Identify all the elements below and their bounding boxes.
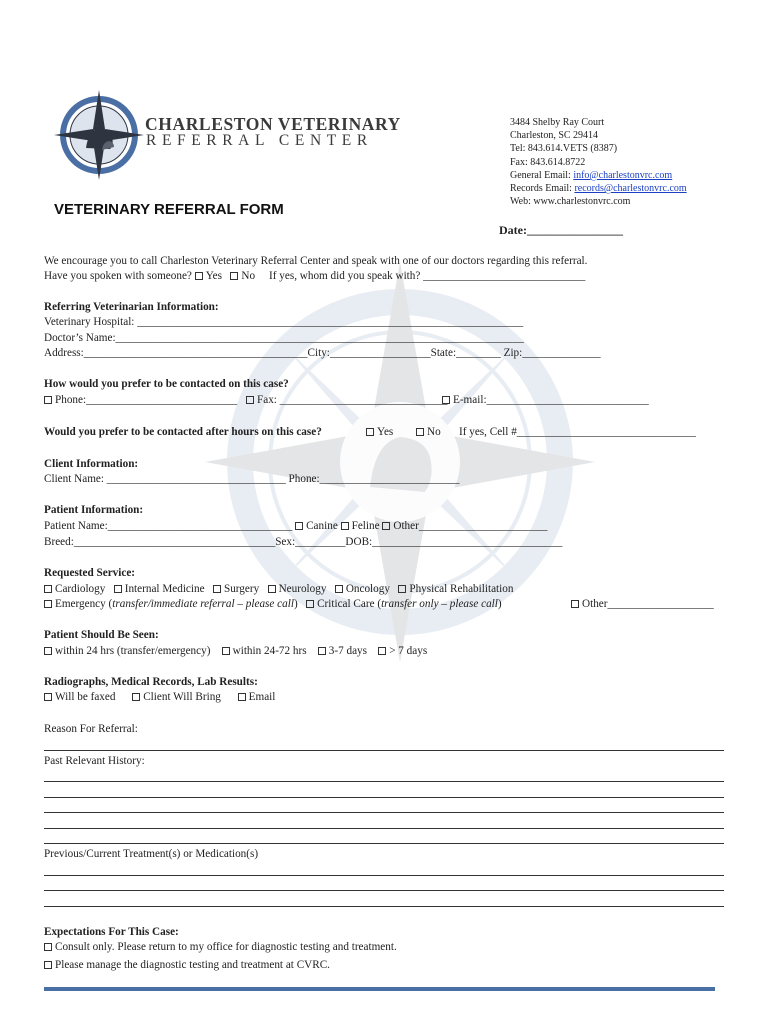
emergency-note: transfer/immediate referral – please call	[112, 598, 294, 610]
neurology-checkbox[interactable]	[268, 585, 276, 593]
after-hours-no[interactable]	[416, 426, 441, 438]
records-email-checkbox[interactable]	[238, 693, 246, 701]
city-line: Charleston, SC 29414	[510, 130, 599, 142]
oncology-label: Oncology	[345, 583, 390, 595]
fax-field[interactable]: Fax: ______________________________	[257, 394, 448, 406]
breed-sex-dob-field[interactable]: Breed:____________________________________Sex:_________DOB:__________________________________	[44, 536, 563, 548]
history-line[interactable]	[44, 843, 724, 844]
spoken-no-checkbox[interactable]	[230, 272, 238, 280]
after-hours-cell-field[interactable]: If yes, Cell #________________________________	[459, 426, 696, 438]
tel-line: Tel: 843.614.VETS (8387)	[510, 143, 618, 155]
emergency-label: Emergency (	[55, 598, 113, 610]
history-line[interactable]	[44, 828, 724, 829]
other-species-field[interactable]: Other_______________________	[393, 520, 548, 532]
seen-24hrs-label: within 24 hrs (transfer/emergency)	[55, 645, 211, 657]
after-hours-question: Would you prefer to be contacted after hours on this case?	[44, 426, 322, 438]
general-email-label: General Email:	[510, 169, 574, 181]
spoken-question	[44, 270, 585, 282]
canine-label: Canine	[306, 520, 338, 532]
records-row	[44, 691, 275, 703]
after-no-checkbox[interactable]	[416, 428, 424, 436]
will-be-faxed-checkbox[interactable]	[44, 693, 52, 701]
email-checkbox[interactable]	[442, 396, 450, 404]
seen-24-72hrs-label: within 24-72 hrs	[232, 645, 307, 657]
treatment-line[interactable]	[44, 906, 724, 907]
oncology-checkbox[interactable]	[335, 585, 343, 593]
address-line: 3484 Shelby Ray Court	[510, 117, 605, 128]
general-email-link[interactable]: info@charlestonvrc.com	[573, 169, 673, 181]
general-email-line	[510, 169, 687, 182]
seen-7plus-checkbox[interactable]	[378, 647, 386, 655]
history-label: Past Relevant History:	[44, 755, 145, 767]
reason-label: Reason For Referral:	[44, 723, 138, 735]
canine-checkbox[interactable]	[295, 522, 303, 530]
brand-name-line1: CHARLESTON VETERINARY	[145, 114, 401, 134]
email-field[interactable]: E-mail:_____________________________	[453, 394, 649, 406]
service-other-field[interactable]: Other___________________	[582, 598, 714, 610]
after-yes-label: Yes	[377, 426, 394, 438]
after-hours-yes[interactable]	[366, 426, 393, 438]
history-line[interactable]	[44, 797, 724, 798]
service-other[interactable]	[571, 598, 714, 610]
patient-name-row	[44, 520, 548, 532]
surgery-checkbox[interactable]	[213, 585, 221, 593]
seen-7plus-label: > 7 days	[389, 645, 428, 657]
after-no-label: No	[427, 426, 441, 438]
spoken-whom-field[interactable]: If yes, whom did you speak with? _____________________________	[269, 270, 586, 282]
treatment-label: Previous/Current Treatment(s) or Medication(s)	[44, 848, 259, 860]
patient-name-field[interactable]: Patient Name:_________________________________	[44, 520, 293, 532]
spoken-yes-checkbox[interactable]	[195, 272, 203, 280]
service-heading: Requested Service:	[44, 567, 136, 579]
internal-medicine-label: Internal Medicine	[124, 583, 205, 595]
cardiology-checkbox[interactable]	[44, 585, 52, 593]
service-other-checkbox[interactable]	[571, 600, 579, 608]
physical-rehab-label: Physical Rehabilitation	[409, 583, 514, 595]
feline-checkbox[interactable]	[341, 522, 349, 530]
spoken-yes-label: Yes	[205, 270, 222, 282]
records-email-link[interactable]: records@charlestonvrc.com	[574, 183, 687, 195]
records-email-label: Records Email:	[510, 183, 575, 195]
client-will-bring-checkbox[interactable]	[132, 693, 140, 701]
intro-text: We encourage you to call Charleston Veterinary Referral Center and speak with one of our doctors regarding this referral.	[44, 255, 588, 267]
feline-label: Feline	[351, 520, 380, 532]
contact-block	[510, 116, 687, 208]
history-line[interactable]	[44, 781, 724, 782]
patient-heading: Patient Information:	[44, 504, 144, 516]
emergency-close: )	[293, 598, 298, 610]
records-email-label: Email	[248, 691, 276, 703]
spoken-no-label: No	[241, 270, 256, 282]
contact-fax-option[interactable]	[246, 394, 448, 406]
cvrc-logo-icon	[54, 90, 144, 180]
vet-hospital-field[interactable]: Veterinary Hospital: _____________________________________________________________________	[44, 316, 524, 328]
critical-care-note: transfer only – please call	[381, 598, 498, 610]
date-field[interactable]: Date:________________	[499, 223, 623, 237]
history-line[interactable]	[44, 812, 724, 813]
consult-only-checkbox[interactable]	[44, 943, 52, 951]
consult-only-label: Consult only. Please return to my office for diagnostic testing and treatment.	[55, 941, 397, 953]
treatment-line[interactable]	[44, 890, 724, 891]
phone-checkbox[interactable]	[44, 396, 52, 404]
after-yes-checkbox[interactable]	[366, 428, 374, 436]
critical-care-checkbox[interactable]	[306, 600, 314, 608]
client-will-bring-label: Client Will Bring	[143, 691, 221, 703]
phone-field[interactable]: Phone:___________________________	[55, 394, 238, 406]
fax-checkbox[interactable]	[246, 396, 254, 404]
critical-care-close: )	[497, 598, 502, 610]
cardiology-label: Cardiology	[55, 583, 106, 595]
fax-line: Fax: 843.614.8722	[510, 156, 586, 168]
reason-line[interactable]	[44, 750, 724, 751]
seen-row	[44, 645, 427, 657]
critical-care-label: Critical Care (	[317, 598, 382, 610]
seen-24hrs-checkbox[interactable]	[44, 647, 52, 655]
records-email-line	[510, 182, 687, 195]
address-field[interactable]: Address:________________________________________City:__________________State:________ Zip:______________	[44, 347, 601, 359]
footer-rule	[44, 987, 715, 991]
other-species-checkbox[interactable]	[382, 522, 390, 530]
will-be-faxed-label: Will be faxed	[55, 691, 116, 703]
contact-email-option[interactable]	[442, 394, 649, 406]
client-name-field[interactable]: Client Name: ________________________________ Phone:_________________________	[44, 473, 460, 485]
contact-pref-heading: How would you prefer to be contacted on this case?	[44, 378, 289, 390]
manage-at-cvrc-label: Please manage the diagnostic testing and treatment at CVRC.	[55, 959, 330, 971]
client-heading: Client Information:	[44, 458, 139, 470]
treatment-line[interactable]	[44, 875, 724, 876]
seen-3-7days-label: 3-7 days	[328, 645, 367, 657]
spoken-label: Have you spoken with someone?	[44, 270, 195, 282]
contact-phone-option[interactable]	[44, 394, 237, 406]
physical-rehab-checkbox[interactable]	[398, 585, 406, 593]
emergency-checkbox[interactable]	[44, 600, 52, 608]
surgery-label: Surgery	[223, 583, 260, 595]
seen-heading: Patient Should Be Seen:	[44, 629, 159, 641]
brand-name-line2: REFERRAL CENTER	[146, 132, 373, 149]
doctor-name-field[interactable]: Doctor’s Name:_________________________________________________________________________	[44, 332, 524, 344]
service-row-1	[44, 583, 513, 595]
ref-vet-heading: Referring Veterinarian Information:	[44, 301, 219, 313]
records-heading: Radiographs, Medical Records, Lab Results:	[44, 676, 258, 688]
expect-consult-option[interactable]	[44, 941, 397, 953]
service-row-2	[44, 598, 502, 610]
seen-24-72hrs-checkbox[interactable]	[222, 647, 230, 655]
expectations-heading: Expectations For This Case:	[44, 926, 179, 938]
web-line: Web: www.charlestonvrc.com	[510, 196, 631, 208]
neurology-label: Neurology	[278, 583, 327, 595]
internal-medicine-checkbox[interactable]	[114, 585, 122, 593]
manage-at-cvrc-checkbox[interactable]	[44, 961, 52, 969]
expect-manage-option[interactable]	[44, 959, 330, 971]
form-title: VETERINARY REFERRAL FORM	[54, 201, 284, 218]
seen-3-7days-checkbox[interactable]	[318, 647, 326, 655]
